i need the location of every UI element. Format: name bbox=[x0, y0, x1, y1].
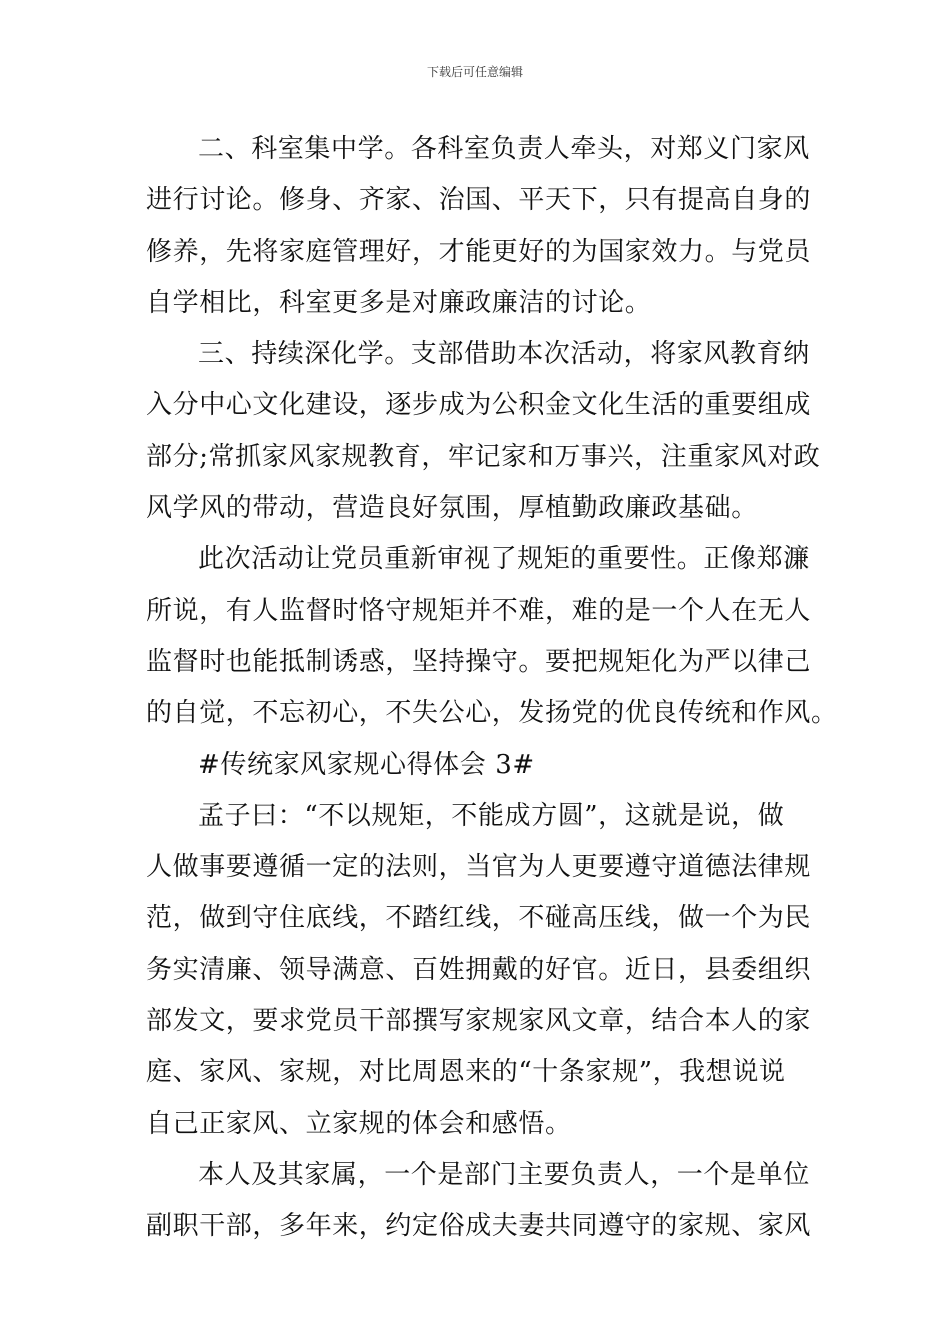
text-line: 本人及其家属，一个是部门主要负责人，一个是单位 bbox=[198, 1159, 810, 1190]
page-header: 下载后可任意编辑 bbox=[426, 65, 523, 79]
text-line: 部分;常抓家风家规教育，牢记家和万事兴，注重家风对政 bbox=[146, 441, 821, 472]
text-line: 孟子曰：“不以规矩，不能成方圆”，这就是说，做 bbox=[198, 800, 785, 831]
text-line: 务实清廉、领导满意、百姓拥戴的好官。近日，县委组织 bbox=[146, 954, 812, 985]
text-line: 三、持续深化学。支部借助本次活动，将家风教育纳 bbox=[198, 339, 810, 370]
document-body bbox=[146, 124, 838, 1253]
text-line: 庭、家风、家规，对比周恩来的“十条家规”，我想说说 bbox=[146, 1057, 786, 1088]
text-line: 人做事要遵循一定的法则，当官为人更要遵守道德法律规 bbox=[146, 852, 812, 883]
text-line: 部发文，要求党员干部撰写家规家风文章，结合本人的家 bbox=[146, 1006, 812, 1037]
text-line: 所说，有人监督时恪守规矩并不难，难的是一个人在无人 bbox=[146, 595, 812, 626]
text-line: #传统家风家规心得体会 3# bbox=[198, 749, 535, 780]
text-line: 的自觉，不忘初心，不失公心，发扬党的优良传统和作风。 bbox=[146, 698, 838, 729]
text-line: 进行讨论。修身、齐家、治国、平天下，只有提高自身的 bbox=[146, 185, 812, 216]
text-line: 风学风的带动，营造良好氛围，厚植勤政廉政基础。 bbox=[146, 493, 758, 524]
text-line: 修养，先将家庭管理好，才能更好的为国家效力。与党员 bbox=[146, 236, 812, 267]
text-line: 此次活动让党员重新审视了规矩的重要性。正像郑濂 bbox=[198, 544, 810, 575]
text-line: 监督时也能抵制诱惑，坚持操守。要把规矩化为严以律己 bbox=[146, 646, 812, 677]
text-line: 二、科室集中学。各科室负责人牵头，对郑义门家风 bbox=[198, 134, 810, 164]
text-line: 自学相比，科室更多是对廉政廉洁的讨论。 bbox=[146, 287, 652, 318]
text-line: 自己正家风、立家规的体会和感悟。 bbox=[146, 1108, 572, 1139]
text-line: 副职干部，多年来，约定俗成夫妻共同遵守的家规、家风 bbox=[146, 1211, 812, 1242]
text-line: 范，做到守住底线，不踏红线，不碰高压线，做一个为民 bbox=[146, 903, 812, 934]
text-line: 入分中心文化建设，逐步成为公积金文化生活的重要组成 bbox=[146, 390, 812, 421]
